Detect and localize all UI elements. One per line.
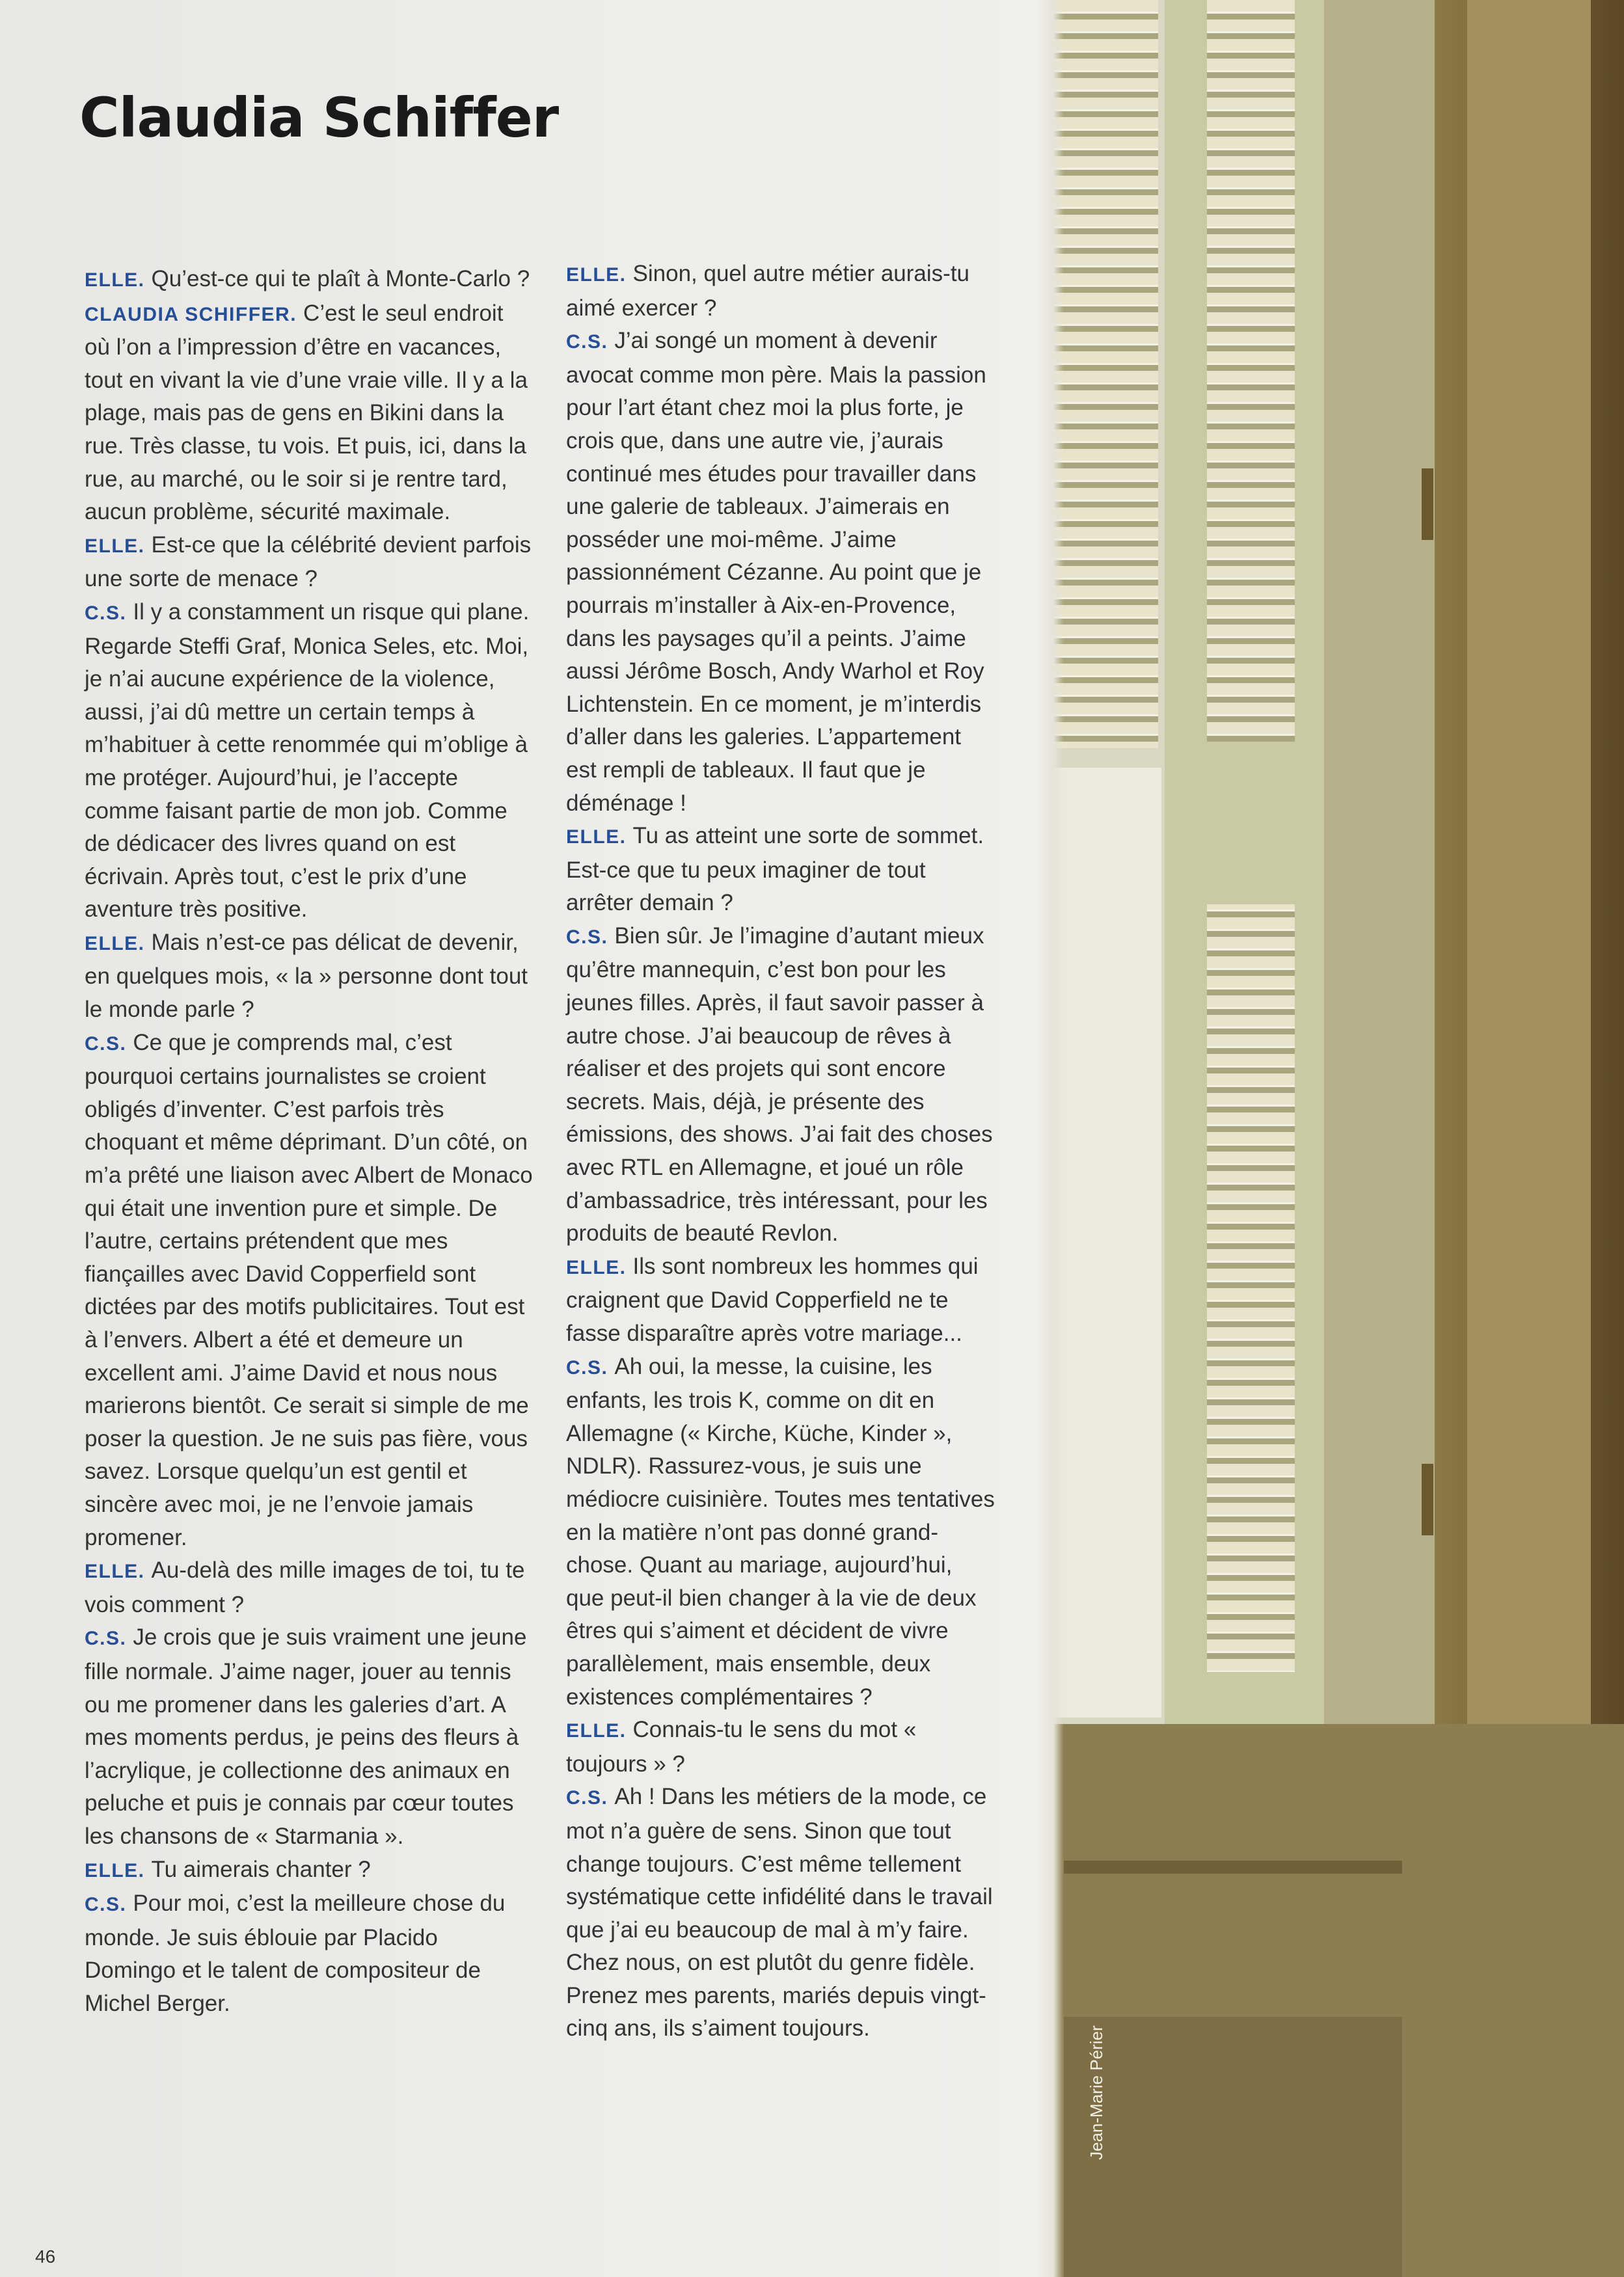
- qa-text: Est-ce que la célébrité devient parfois une sorte de menace ?: [85, 532, 532, 592]
- qa-text: Qu’est-ce qui te plaît à Monte-Carlo ?: [151, 266, 530, 291]
- speaker-label: ELLE.: [566, 826, 627, 848]
- qa-paragraph: [85, 1853, 534, 1888]
- qa-paragraph: [566, 325, 995, 820]
- qa-text: Mais n’est-ce pas délicat de devenir, en quelques mois, « la » personne dont tout le monde parle ?: [85, 929, 528, 1023]
- interview-column-left: [85, 263, 534, 2020]
- hinge: [1422, 1464, 1433, 1535]
- qa-text: Ah oui, la messe, la cuisine, les enfants, les trois K, comme on dit en Allemagne (« Kirche, Küche, Kinder », NDLR). Rassurez-vous, je suis une médiocre cuisinière. Toutes mes tentatives en la matière n’ont pas donné grand-chose. Quant au mariage, aujourd’hui, que peut-il bien changer à la vie de deux êtres qui s’aiment et décident de vivre parallèlement, mais ensemble, deux existences complémentaires ?: [566, 1353, 995, 1710]
- qa-text: Tu as atteint une sorte de sommet. Est-ce que tu peux imaginer de tout arrêter demain ?: [566, 823, 984, 916]
- speaker-label: ELLE.: [85, 1859, 145, 1881]
- qa-paragraph: [85, 596, 534, 926]
- speaker-label: C.S.: [566, 926, 608, 948]
- qa-text: Ce que je comprends mal, c’est pourquoi certains journalistes se croient obligés d’inventer. C’est parfois très choquant et même déprimant. D’un côté, on m’a prêté une liaison avec Albert de Monaco qui était une invention pure et simple. De l’autre, certains prétendent que mes fiançailles avec David Copperfield sont dictées par des motifs publicitaires. Tout est à l’envers. Albert a été et demeure un excellent ami. J’aime David et nous nous marierons bientôt. Ce serait si simple de me poser la question. Je ne suis pas fière, vous savez. Lorsque quelqu’un est gentil et sincère avec moi, je ne l’envoie jamais promener.: [85, 1029, 533, 1550]
- speaker-label: ELLE.: [85, 269, 145, 291]
- qa-text: Sinon, quel autre métier aurais-tu aimé exercer ?: [566, 261, 970, 321]
- qa-text: Bien sûr. Je l’imagine d’autant mieux qu’être mannequin, c’est bon pour les jeunes filles. Après, il faut savoir passer à autre chose. J’ai beaucoup de rêves à réaliser et des projets qui sont encore secrets. Mais, déjà, je présente des émissions, des shows. J’ai fait des choses avec RTL en Allemagne, et joué un rôle d’ambassadrice, très intéressant, pour les produits de beauté Revlon.: [566, 923, 993, 1246]
- qa-paragraph: [85, 1887, 534, 2020]
- speaker-label: ELLE.: [566, 1256, 627, 1278]
- door-panel: [1467, 0, 1591, 1770]
- qa-paragraph: [85, 1027, 534, 1555]
- shutter-slats-upper: [1207, 0, 1295, 742]
- page-title: Claudia Schiffer: [79, 86, 559, 150]
- speaker-label: ELLE.: [85, 535, 145, 557]
- qa-paragraph: [85, 263, 534, 297]
- qa-text: Il y a constamment un risque qui plane. Regarde Steffi Graf, Monica Seles, etc. Moi, je n’ai aucune expérience de la violence, aussi, j’ai dû mettre un certain temps à m’habituer à cette renommée qui m’oblige à me protéger. Aujourd’hui, je l’accepte comme faisant partie de mon job. Comme de dédicacer des livres quand on est écrivain. Après tout, c’est le prix d’une aventure très positive.: [85, 599, 530, 923]
- speaker-label: C.S.: [566, 1787, 608, 1809]
- speaker-label: C.S.: [85, 1894, 127, 1916]
- speaker-label: ELLE.: [85, 1561, 145, 1583]
- qa-paragraph: [566, 1781, 995, 2045]
- speaker-label: CLAUDIA SCHIFFER.: [85, 303, 297, 325]
- qa-paragraph: [566, 820, 995, 920]
- qa-paragraph: [566, 1250, 995, 1351]
- speaker-label: C.S.: [566, 1356, 608, 1379]
- qa-text: Au-delà des mille images de toi, tu te vois comment ?: [85, 1557, 525, 1617]
- qa-paragraph: [85, 529, 534, 596]
- speaker-label: C.S.: [566, 331, 608, 353]
- qa-text: Tu aimerais chanter ?: [151, 1856, 371, 1882]
- interview-column-right: [566, 258, 995, 2045]
- torn-edge: [1038, 0, 1064, 2277]
- qa-paragraph: [85, 926, 534, 1027]
- qa-paragraph: [566, 920, 995, 1250]
- hinge: [1422, 468, 1433, 540]
- qa-text: Connais-tu le sens du mot « toujours » ?: [566, 1717, 917, 1777]
- photo-credit: Jean-Marie Périer: [1087, 2025, 1106, 2160]
- qa-text: J’ai songé un moment à devenir avocat comme mon père. Mais la passion pour l’art étant chez moi la plus forte, je crois que, dans une autre vie, j’aurais continué mes études pour travailler dans une galerie de tableaux. J’aimerais en posséder une moi-même. J’aime passionnément Cézanne. Au point que je pourrais m’installer à Aix-en-Provence, dans les paysages qu’il a peints. J’aime aussi Jérôme Bosch, Andy Warhol et Roy Lichtenstein. En ce moment, je m’interdis d’aller dans les galeries. L’appartement est rempli de tableaux. Il faut que je déménage !: [566, 328, 986, 816]
- window-shutter-photo: [1038, 0, 1624, 2277]
- speaker-label: C.S.: [85, 1628, 127, 1650]
- speaker-label: ELLE.: [85, 932, 145, 954]
- qa-paragraph: [566, 1351, 995, 1714]
- qa-paragraph: [85, 1554, 534, 1621]
- speaker-label: C.S.: [85, 1032, 127, 1055]
- speaker-label: C.S.: [85, 602, 127, 624]
- qa-text: Ils sont nombreux les hommes qui craignent que David Copperfield ne te fasse disparaître après votre mariage...: [566, 1253, 979, 1346]
- qa-paragraph: [566, 258, 995, 325]
- qa-text: Ah ! Dans les métiers de la mode, ce mot n’a guère de sens. Sinon que tout change toujours. C’est même tellement systématique cette infidélité dans le travail que j’ai eu beaucoup de mal à m’y faire. Chez nous, on est plutôt du genre fidèle. Prenez mes parents, mariés depuis vingt-cinq ans, ils s’aiment toujours.: [566, 1784, 993, 2041]
- shutter-illustration: [1038, 0, 1624, 2277]
- qa-paragraph: [85, 1621, 534, 1853]
- shutter-slats-lower: [1207, 904, 1295, 1672]
- qa-paragraph: [566, 1714, 995, 1781]
- speaker-label: ELLE.: [566, 264, 627, 286]
- qa-text: Je crois que je suis vraiment une jeune fille normale. J’aime nager, jouer au tennis ou me promener dans les galeries d’art. A mes moments perdus, je peins des fleurs à l’acrylique, je collectionne des animaux en peluche et puis je connais par cœur toutes les chansons de « Starmania ».: [85, 1624, 527, 1849]
- page-number: 46: [35, 2246, 56, 2267]
- qa-text: Pour moi, c’est la meilleure chose du monde. Je suis éblouie par Placido Domingo et le talent de compositeur de Michel Berger.: [85, 1891, 506, 2016]
- wainscot-molding: [1064, 1861, 1402, 1874]
- speaker-label: ELLE.: [566, 1720, 627, 1742]
- qa-paragraph: [85, 297, 534, 529]
- qa-text: C’est le seul endroit où l’on a l’impression d’être en vacances, tout en vivant la vie d’une vraie ville. Il y a la plage, mais pas de gens en Bikini dans la rue. Très classe, tu vois. Et puis, ici, dans la rue, au marché, ou le soir si je rentre tard, aucun problème, sécurité maximale.: [85, 300, 528, 525]
- wainscot-panel: [1064, 2017, 1402, 2277]
